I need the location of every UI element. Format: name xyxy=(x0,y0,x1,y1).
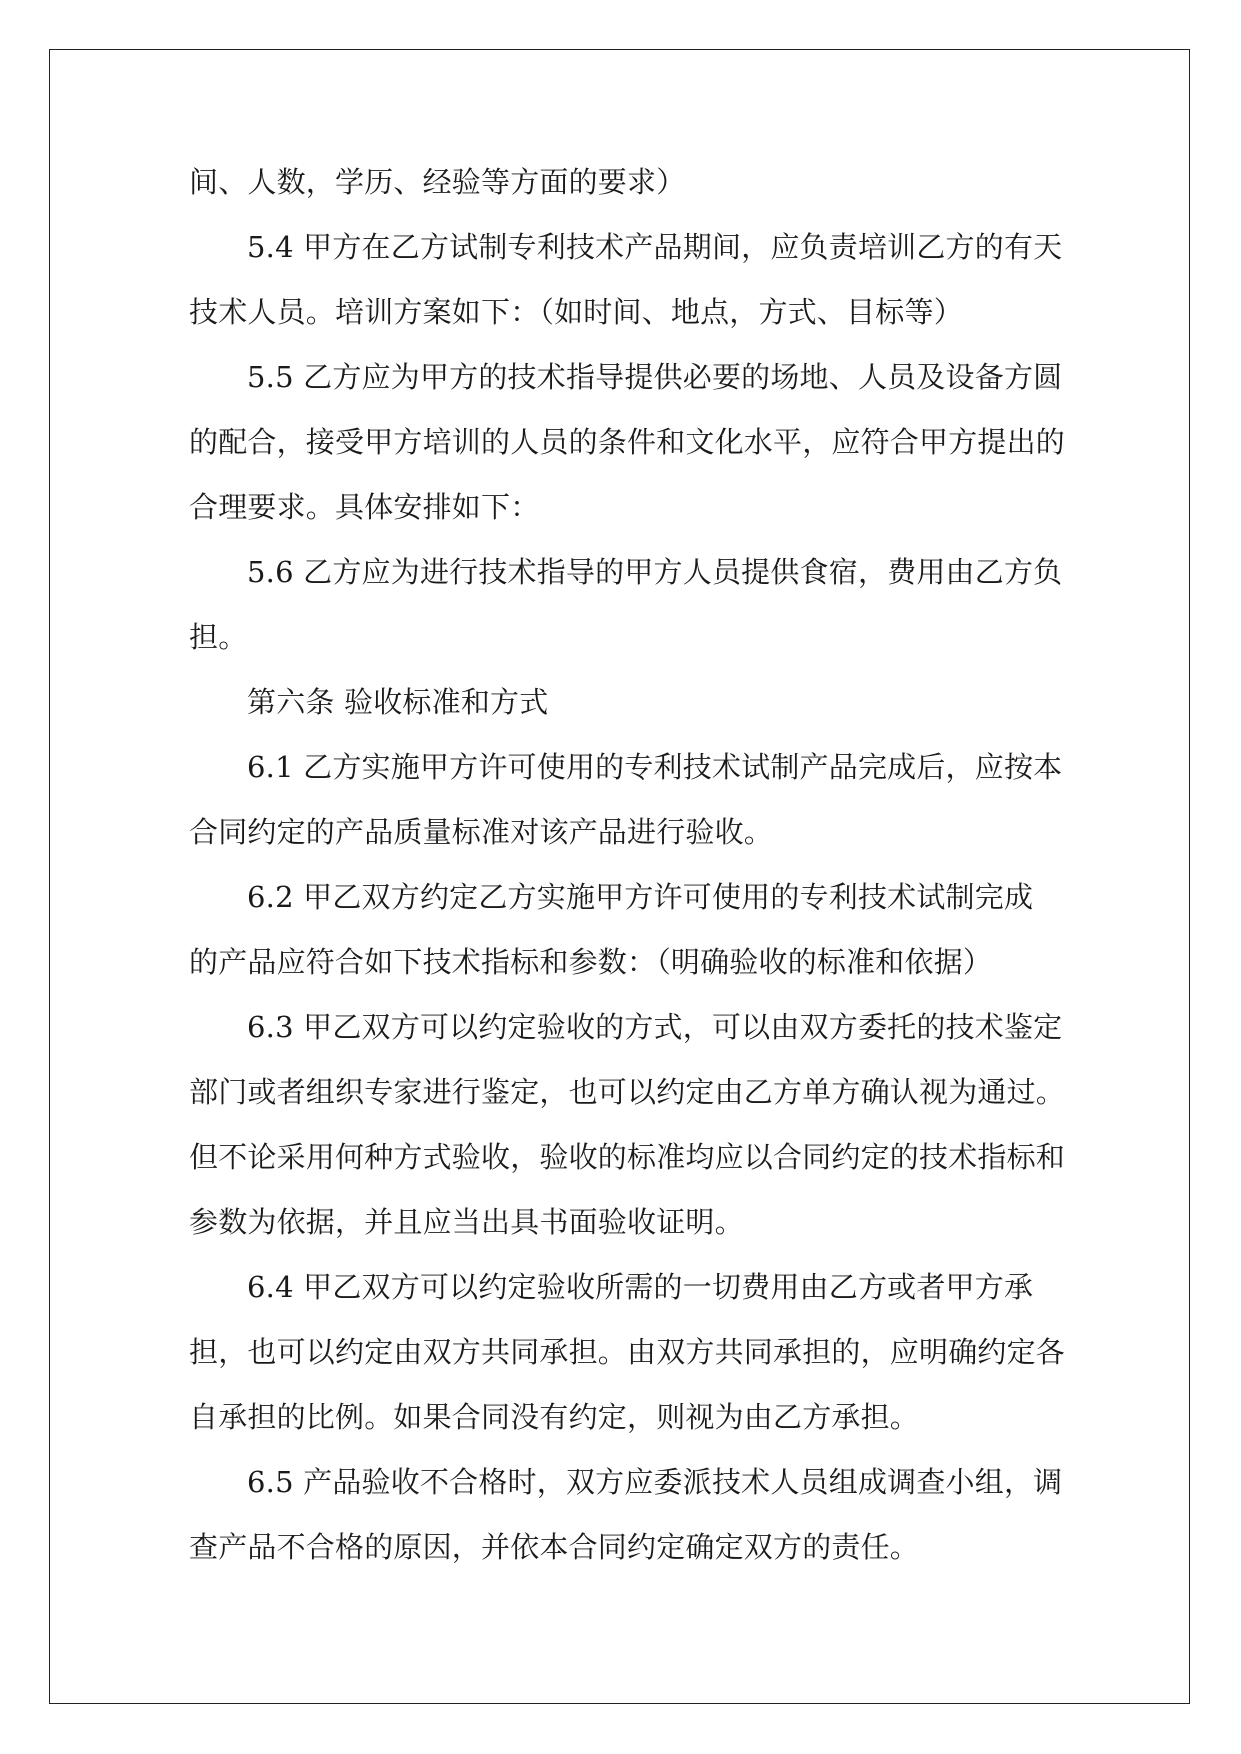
clause-6-3-line: 6.3 甲乙双方可以约定验收的方式，可以由双方委托的技术鉴定 xyxy=(247,1010,1063,1044)
text-line: 合理要求。具体安排如下： xyxy=(189,490,540,524)
text-line: 但不论采用何种方式验收，验收的标准均应以合同约定的技术指标和 xyxy=(189,1140,1066,1174)
text-line: 技术人员。培训方案如下：（如时间、地点，方式、目标等） xyxy=(189,295,963,329)
article-6-heading: 第六条 验收标准和方式 xyxy=(247,685,549,719)
text-line: 的产品应符合如下技术指标和参数：（明确验收的标准和依据） xyxy=(189,945,993,979)
clause-5-4-line: 5.4 甲方在乙方试制专利技术产品期间，应负责培训乙方的有天 xyxy=(247,230,1063,264)
text-line: 间、人数，学历、经验等方面的要求） xyxy=(189,165,686,199)
clause-5-5-line: 5.5 乙方应为甲方的技术指导提供必要的场地、人员及设备方圆 xyxy=(247,360,1063,394)
clause-6-5-line: 6.5 产品验收不合格时，双方应委派技术人员组成调查小组，调 xyxy=(247,1465,1063,1499)
text-line: 部门或者组织专家进行鉴定，也可以约定由乙方单方确认视为通过。 xyxy=(189,1075,1066,1109)
text-line: 的配合，接受甲方培训的人员的条件和文化水平，应符合甲方提出的 xyxy=(189,425,1066,459)
clause-6-1-line: 6.1 乙方实施甲方许可使用的专利技术试制产品完成后，应按本 xyxy=(247,750,1063,784)
text-line: 参数为依据，并且应当出具书面验收证明。 xyxy=(189,1205,744,1239)
text-line: 担。 xyxy=(189,620,248,654)
clause-5-6-line: 5.6 乙方应为进行技术指导的甲方人员提供食宿，费用由乙方负 xyxy=(247,555,1063,589)
text-line: 查产品不合格的原因，并依本合同约定确定双方的责任。 xyxy=(189,1530,920,1564)
clause-6-4-line: 6.4 甲乙双方可以约定验收所需的一切费用由乙方或者甲方承 xyxy=(247,1270,1034,1304)
document-body xyxy=(189,150,1066,1580)
text-line: 合同约定的产品质量标准对该产品进行验收。 xyxy=(189,815,774,849)
text-line: 担，也可以约定由双方共同承担。由双方共同承担的，应明确约定各 xyxy=(189,1335,1066,1369)
text-line: 自承担的比例。如果合同没有约定，则视为由乙方承担。 xyxy=(189,1400,920,1434)
clause-6-2-line: 6.2 甲乙双方约定乙方实施甲方许可使用的专利技术试制完成 xyxy=(247,880,1034,914)
